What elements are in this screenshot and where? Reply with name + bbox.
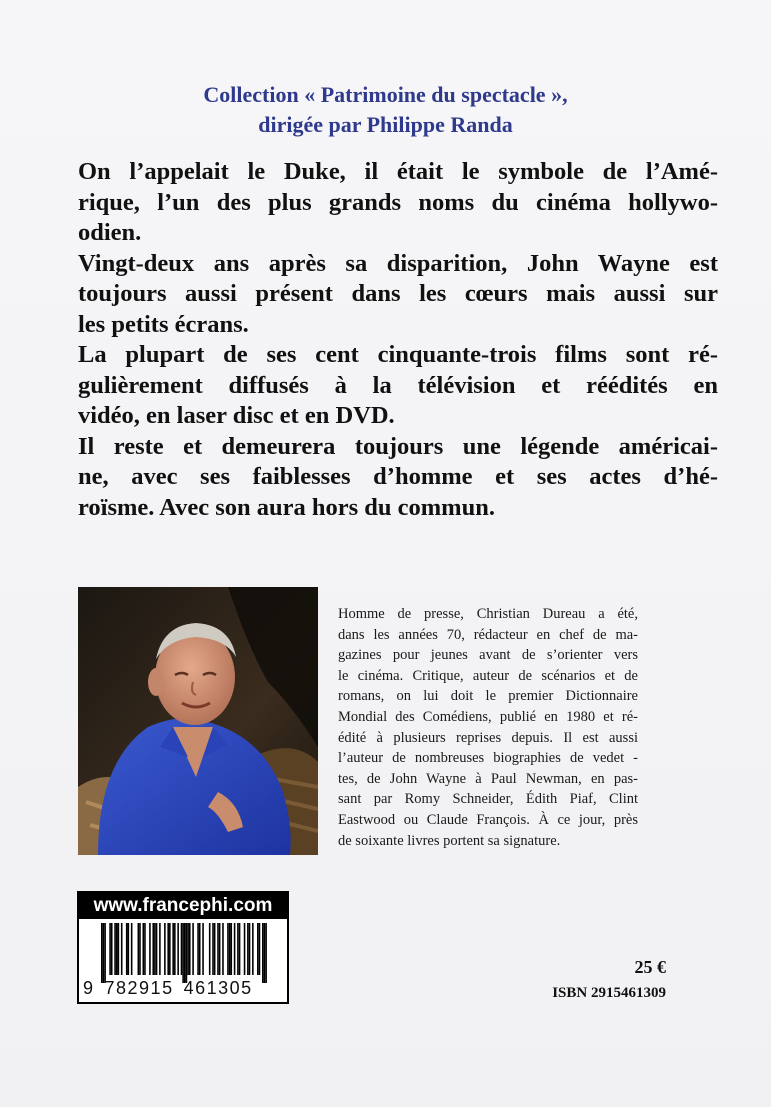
barcode-bar <box>199 923 201 975</box>
bio-line: le cinéma. Critique, auteur de scénarios et de <box>338 667 638 684</box>
barcode-bar <box>239 923 241 975</box>
barcode-bar <box>167 923 169 975</box>
barcode-bar <box>229 923 231 975</box>
barcode-bar <box>172 923 174 975</box>
barcode-digits <box>83 977 283 999</box>
bio-line: édité à plusieurs reprises depuis. Il est aussi <box>338 729 638 746</box>
bio-line: gazines pour jeunes avant de s’orienter vers <box>338 647 638 664</box>
author-photo <box>78 587 318 855</box>
barcode-bar <box>116 923 118 975</box>
barcode-bar <box>114 923 116 975</box>
barcode-bar <box>192 923 194 975</box>
barcode-bar <box>182 923 184 983</box>
author-bio <box>338 604 638 851</box>
barcode-bar <box>181 923 183 975</box>
barcode-bar <box>222 923 224 975</box>
blurb-line: rique, l’un des plus grands noms du cinéma hollywo- <box>78 188 718 216</box>
barcode-bar <box>149 923 151 975</box>
barcode-bar <box>265 923 267 983</box>
collection-line-2: dirigée par Philippe Randa <box>258 112 513 137</box>
barcode-bar <box>138 923 140 975</box>
barcode-bar <box>262 923 264 983</box>
blurb-line: les petits écrans. <box>78 310 249 338</box>
barcode-bar <box>156 923 158 975</box>
barcode-bar <box>189 923 191 975</box>
barcode-bar <box>139 923 141 975</box>
barcode-bar <box>249 923 251 975</box>
barcode-bar <box>159 923 161 975</box>
barcode-bar <box>104 923 106 983</box>
barcode-bar <box>259 923 261 975</box>
barcode-bar <box>252 923 254 975</box>
barcode-bar <box>177 923 179 975</box>
price: 25 € <box>634 957 666 977</box>
barcode-panel <box>77 891 289 1004</box>
barcode-bar <box>103 923 105 983</box>
bio-line: Homme de presse, Christian Dureau a été, <box>338 606 638 622</box>
blurb-line: toujours aussi présent dans les cœurs mais aussi sur <box>78 280 718 307</box>
barcode-bar <box>217 923 219 975</box>
barcode-bar <box>174 923 176 975</box>
barcode-bar <box>111 923 113 975</box>
barcode-bar <box>209 923 211 975</box>
blurb-line: ne, avec ses faiblesses d’homme et ses actes d’hé- <box>78 463 718 490</box>
barcode-bar <box>264 923 266 983</box>
barcode-bar <box>202 923 204 975</box>
barcode-digit-group-2: 461305 <box>183 978 253 998</box>
blurb-line: roïsme. Avec son aura hors du commun. <box>78 493 495 521</box>
barcode-bar <box>197 923 199 975</box>
barcode-bar <box>154 923 156 975</box>
barcode-bar <box>128 923 130 975</box>
barcode-bar <box>121 923 123 975</box>
website-label: www.francephi.com <box>79 893 287 919</box>
barcode-bar <box>244 923 246 975</box>
isbn-label: ISBN 2915461309 <box>552 985 666 1001</box>
blurb-line: odien. <box>78 219 142 246</box>
blurb-line: gulièrement diffusés à la télévision et réédités en <box>78 371 718 399</box>
bio-line: dans les années 70, rédacteur en chef de ma- <box>338 626 638 643</box>
barcode-bar <box>109 923 111 975</box>
barcode-bar <box>144 923 146 975</box>
bio-line: Eastwood ou Claude François. À ce jour, près <box>338 811 638 828</box>
barcode-bar <box>227 923 229 975</box>
barcode-bar <box>230 923 232 975</box>
barcode-bar <box>219 923 221 975</box>
barcode <box>101 923 267 983</box>
barcode-bar <box>212 923 214 975</box>
barcode-bar <box>257 923 259 975</box>
bio-line: de soixante livres portent sa signature. <box>338 832 561 849</box>
blurb-line: Vingt-deux ans après sa disparition, John Wayne est <box>78 249 718 277</box>
bio-line: tes, de John Wayne à Paul Newman, en pas- <box>338 770 638 787</box>
bio-line: Mondial des Comédiens, publié en 1980 et ré- <box>338 708 638 725</box>
bio-line: romans, on lui doit le premier Dictionnaire <box>338 688 638 705</box>
barcode-bar <box>237 923 239 975</box>
barcode-bar <box>126 923 128 975</box>
barcode-bar <box>234 923 236 975</box>
barcode-digit-group-1: 782915 <box>104 978 174 998</box>
barcode-lead-digit: 9 <box>83 978 95 998</box>
barcode-bar <box>164 923 166 975</box>
barcode-bar <box>169 923 171 975</box>
barcode-bar <box>214 923 216 975</box>
barcode-bar <box>247 923 249 975</box>
barcode-bar <box>143 923 145 975</box>
barcode-bar <box>131 923 133 975</box>
blurb-line: La plupart de ses cent cinquante-trois films sont ré- <box>78 341 718 368</box>
collection-line-1: Collection « Patrimoine du spectacle », <box>203 82 568 107</box>
bio-line: l’auteur de nombreuses biographies de vedet - <box>338 750 638 767</box>
barcode-bar <box>101 923 103 983</box>
barcode-bar <box>118 923 120 975</box>
barcode-bar <box>184 923 186 983</box>
barcode-bar <box>186 923 188 983</box>
collection-heading <box>0 80 771 140</box>
blurb-line: vidéo, en laser disc et en DVD. <box>78 402 395 429</box>
blurb-line: On l’appelait le Duke, il était le symbole de l’Amé- <box>78 158 718 185</box>
book-blurb <box>78 157 718 523</box>
bio-line: sant par Romy Schneider, Édith Piaf, Clint <box>338 791 638 808</box>
blurb-line: Il reste et demeurera toujours une légende américai- <box>78 432 718 460</box>
barcode-bar <box>152 923 154 975</box>
barcode-bar <box>187 923 189 975</box>
